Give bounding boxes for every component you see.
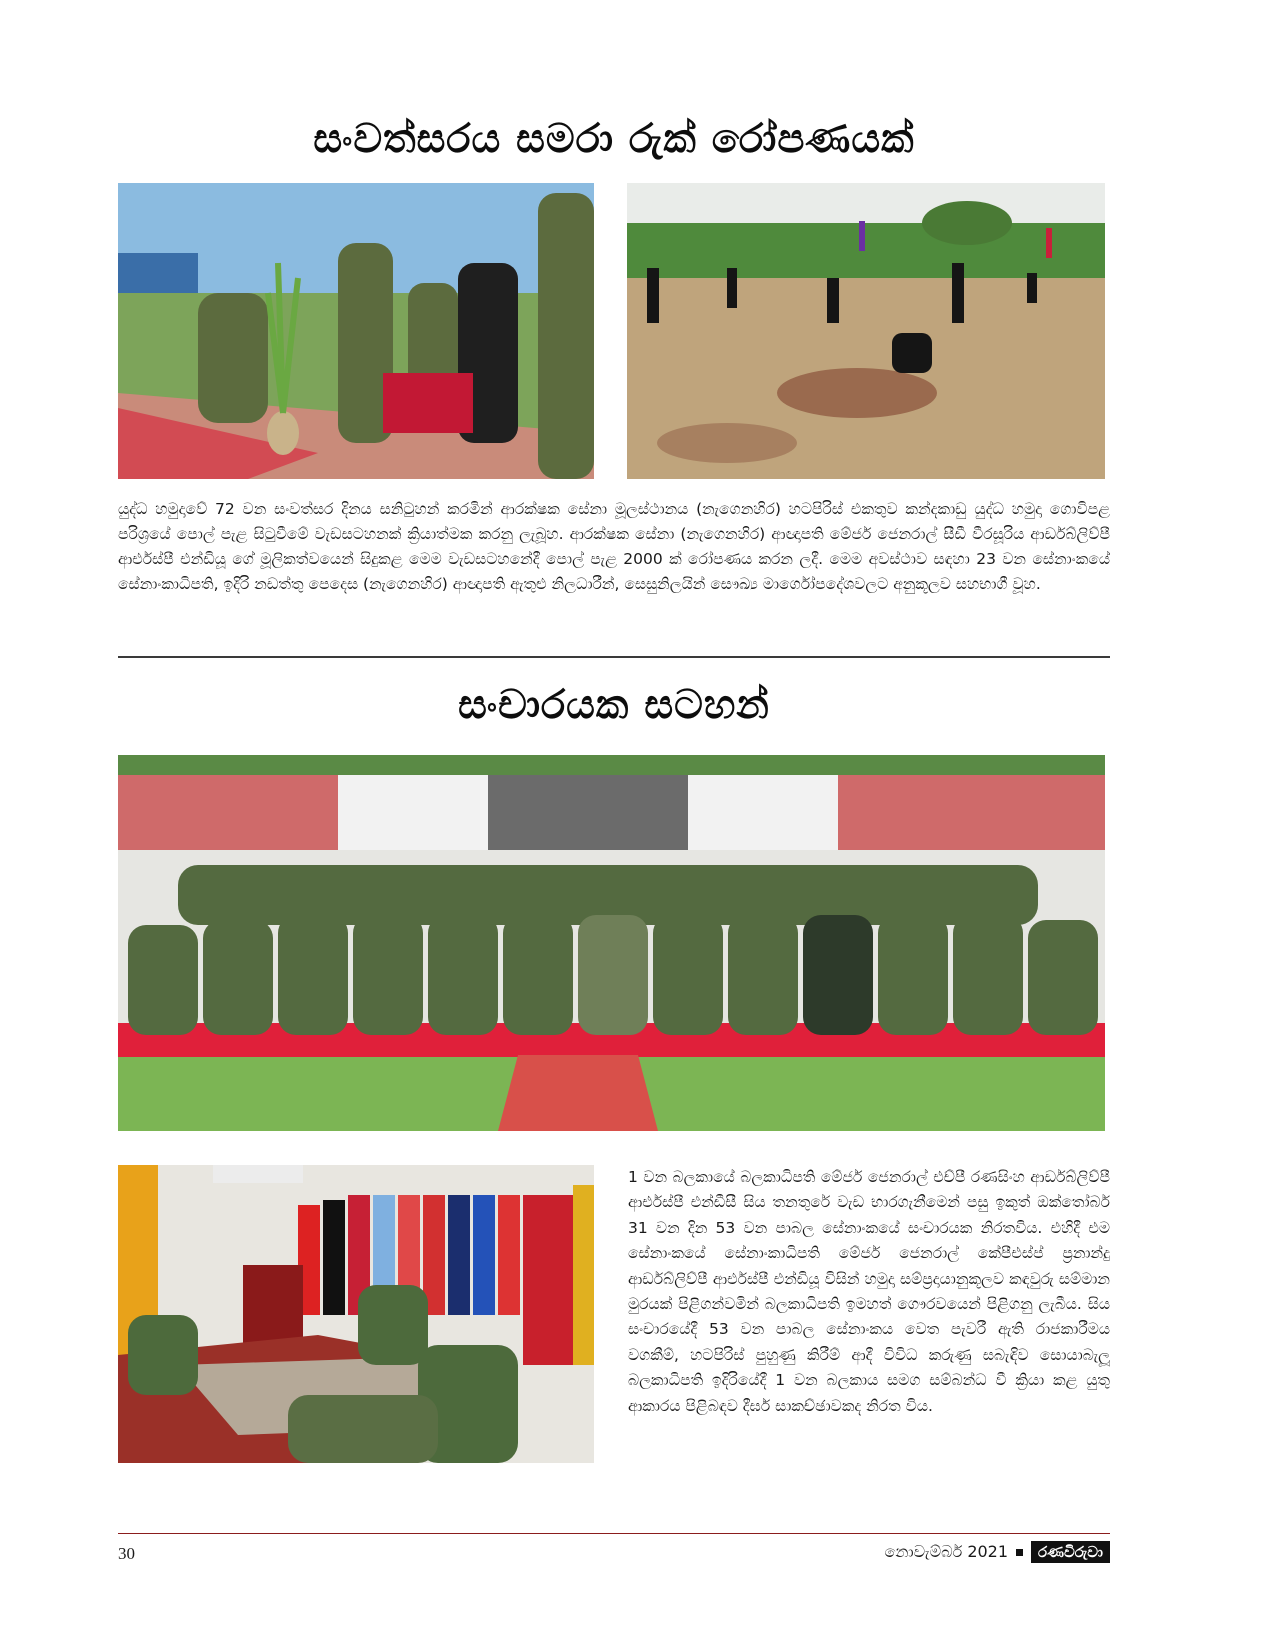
article-1-photo-field (627, 183, 1105, 479)
article-2-title: සංචාරයක සටහන් (458, 682, 770, 728)
separator-square-icon (1016, 1549, 1023, 1556)
footer-masthead (885, 1541, 1111, 1563)
article-1-photo-ceremony (118, 183, 594, 479)
article-1-body: යුද්ධ හමුදාවේ 72 වන සංවත්සර දිනය සනිටුහන් කරමින් ආරක්ෂක සේනා මූලස්ථානය (නැගෙනහිර) හටපිරිස් එකතුව කන්දකාඩු යුද්ධ හමුදා ගොවිපළ පරිශ්‍රයේ පොල් පැළ සිටුවීමේ වැඩසටහනක් ක්‍රියාත්මක කරනු ලැබූහ. ආරක්ෂක සේනා (නැගෙනහිර) ආඥාපති මේජර් ජෙනරාල් සීඩී වීරසූරිය ආර්ඩබ්ලිව්පී ආර්එස්පී එන්ඩියූ ගේ මූලිකත්වයෙන් සිදුකළ මෙම වැඩසටහනේදී පොල් පැළ 2000 ක් රෝපණය කරන ලදී. මෙම අවස්ථාව සඳහා 23 වන සේනාංකයේ සේනාංකාධිපති, ඉදිරි නඩත්තු පෙදෙස (නැගෙනහිර) ආඥාපති ඇතුළු නිලධාරීන්, සෙසුනිලයින් සෞඛ්‍ය මාර්ගෝපදේශවලට අනුකූලව සහභාගී වූහ. (118, 500, 1110, 593)
footer-rule (118, 1533, 1110, 1534)
section-divider (118, 656, 1110, 658)
issue-date: නොවැම්බර් 2021 (884, 1542, 1009, 1561)
article-1-title: සංවත්සරය සමරා රුක් රෝපණයක් (313, 116, 915, 162)
magazine-name: රණවිරුවා (1031, 1541, 1110, 1563)
article-2-body: 1 වන බලකායේ බලකාධිපති මේජර් ජෙනරාල් එච්පී රණසිංහ ආර්ඩබ්ලිව්පී ආර්එස්පී එන්ඩීසී සිය තනතුරේ වැඩ භාරගැනීමෙන් පසු ඉකුත් ඔක්තෝබර් 31 වන දින 53 වන පාබල සේනාංකයේ සංචාරයක නිරතවිය. එහිදී එම සේනාංකයේ සේනාංකාධිපති මේජර් ජෙනරාල් කේපීඑස්ප් ප්‍රනාන්දු ආර්ඩබ්ලිව්පී ආර්එස්පී එන්ඩියූ විසින් හමුදා සම්ප්‍රදායානුකූලව කඳවුරු සම්මාන මුරයක් පිළිගන්වමින් බලකාධිපති ඉමහත් ගෞරවයෙන් පිළිගනු ලැබීය. සිය සංචාරයේදී 53 වන පාබල සේනාංකය වෙත පැවරී ඇති රාජකාරීමය වගකීම්, හටපිරිස් පුහුණු කිරීම් ආදී විවිධ කරුණු සබැඳිව සොයාබැලූ බලකාධිපති ඉදිරියේදී 1 වන බලකාය සමග සම්බන්ධ වී ක්‍රියා කළ යුතු ආකාරය පිළිබඳව දීර්ඝ සාකච්ඡාවකද නිරත විය. (628, 1168, 1110, 1415)
page-number: 30 (118, 1544, 135, 1563)
article-2-photo-group (118, 755, 1105, 1131)
article-2-photo-conference (118, 1165, 594, 1463)
